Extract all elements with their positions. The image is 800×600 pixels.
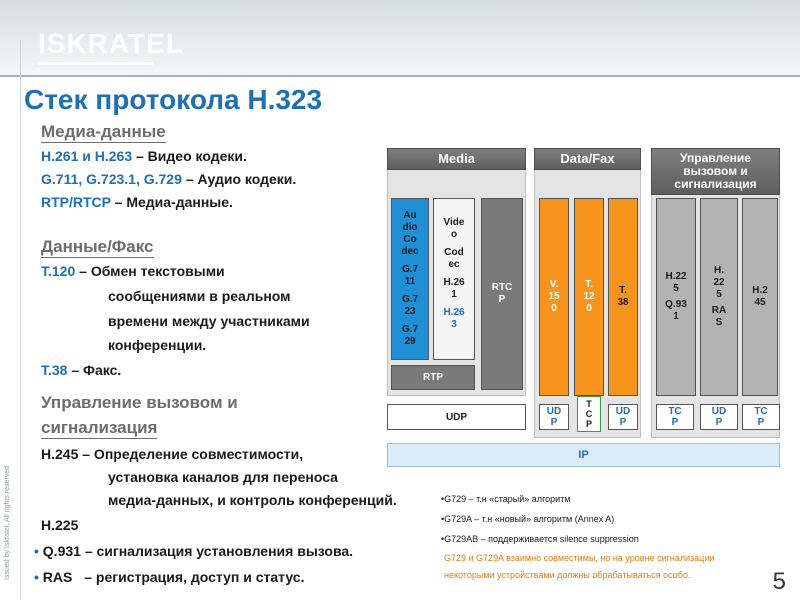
- media-line-audio: G.711, G.723.1, G.729 – Аудио кодеки.: [41, 171, 297, 187]
- callctl-heading-1: Управление вызовом и: [41, 393, 238, 412]
- rtp-box: RTP: [391, 365, 475, 390]
- audio-codec-column: Au dio Co dec G.7 11 G.7 23 G.7 29: [391, 198, 429, 360]
- datafax-tcp-box: T C P: [577, 396, 601, 432]
- page-number: 5: [772, 568, 786, 595]
- media-line-rtp: RTP/RTCP – Медиа-данные.: [41, 194, 233, 210]
- media-header: Media: [387, 148, 526, 170]
- h225-q931-column: H.22 5 Q.93 1: [656, 198, 696, 396]
- note-g729: •G729 – т.н «старый» алгоритм: [441, 494, 571, 504]
- bullet-icon: •: [34, 543, 39, 559]
- t120-column: T. 12 0: [574, 198, 604, 396]
- control-tcp-box-2: TC P: [742, 404, 780, 430]
- bullet-icon: •: [34, 569, 39, 585]
- t120-line: T.120 – Обмен текстовыми: [41, 263, 225, 279]
- ras-line: • RAS – регистрация, доступ и статус.: [34, 569, 305, 585]
- udp-media-box: UDP: [387, 404, 526, 430]
- datafax-udp-box-2: UD P: [608, 404, 638, 430]
- note-compat-1: G729 и G729A взаимно совместимы, но на уровне сигнализации: [444, 553, 715, 563]
- control-udp-box: UD P: [700, 404, 738, 430]
- h225-ras-column: H. 22 5 RA S: [700, 198, 738, 396]
- control-header: Управление вызовом и сигнализация: [651, 148, 780, 195]
- rtcp-column: RTC P: [481, 198, 523, 390]
- h245-line: H.245 – Определение совместимости,: [41, 446, 304, 462]
- control-tcp-box-1: TC P: [656, 404, 694, 430]
- t120-desc-4: конференции.: [108, 337, 207, 353]
- left-margin-line: [20, 40, 21, 600]
- t120-desc-2: сообщениями в реальном: [108, 288, 291, 304]
- slide-title: Стек протокола H.323: [24, 84, 323, 115]
- q931-line: • Q.931 – сигнализация установления вызова.: [34, 543, 354, 559]
- video-codec-column: Vide o Cod ec H.26 1 H.26 3: [433, 198, 475, 360]
- datafax-heading: Данные/Факс: [41, 237, 154, 256]
- media-heading: Медиа-данные: [41, 122, 166, 141]
- h245-desc-2: установка каналов для переноса: [108, 469, 338, 485]
- h245-column: H.2 45: [742, 198, 778, 396]
- h245-desc-3: медиа-данных, и контроль конференций.: [108, 492, 397, 508]
- note-g729a: •G729A – т.н «новый» алгоритм (Annex A): [441, 514, 615, 524]
- v150-column: V. 15 0: [539, 198, 569, 396]
- datafax-udp-box-1: UD P: [539, 404, 569, 430]
- note-compat-2: некоторыми устройствами должны обрабатываться особо.: [444, 570, 691, 580]
- datafax-header: Data/Fax: [534, 148, 641, 170]
- t38-column: T. 38: [608, 198, 638, 396]
- t120-desc-3: времени между участниками: [108, 313, 310, 329]
- copyright-text: Issued by Iskratel, All rights reserved: [4, 466, 11, 580]
- logo-underline: [38, 62, 153, 65]
- ip-layer-box: IP: [387, 443, 780, 467]
- h225-label: H.225: [41, 517, 79, 533]
- note-g729ab: •G729AB – поддерживается silence suppression: [441, 534, 639, 544]
- callctl-heading-2: сигнализация: [41, 418, 158, 437]
- iskratel-logo: ISKRATEL: [38, 28, 184, 59]
- t38-line: T.38 – Факс.: [41, 362, 122, 378]
- media-line-video: H.261 и H.263 – Видео кодеки.: [41, 148, 247, 164]
- header-divider: [0, 75, 800, 77]
